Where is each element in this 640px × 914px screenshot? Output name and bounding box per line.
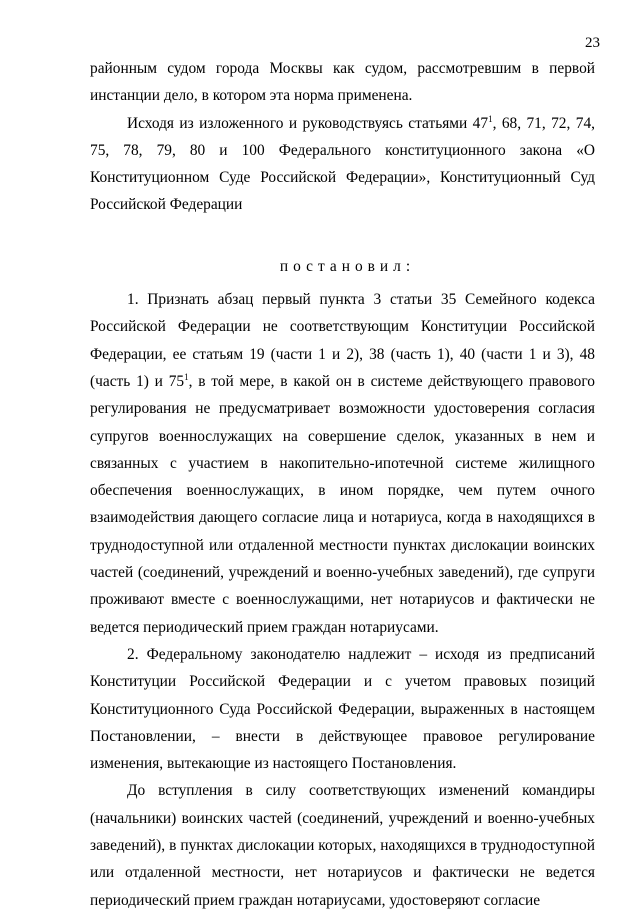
paragraph-item-1-text-start: 1. Признать абзац первый пункта 3 статьи 35 Семейного кодекса Российской Федерации не соответствующим Конституции Российской Федерации, ее статьям 19 (части 1 и 2), 38 (часть 1), 40 (части 1 и 3), 48 (часть 1) и 75 xyxy=(90,291,595,390)
spacer xyxy=(90,219,595,253)
paragraph-basis-text-end: , 68, 71, 72, 74, 75, 78, 79, 80 и 100 Федерального конституционного закона «О Конституционном Суде Российской Федерации», Конституционный Суд Российской Федерации xyxy=(90,114,595,214)
paragraph-transitional: До вступления в силу соответствующих изменений командиры (начальники) воинских частей (соединений, учреждений и военно-учебных заведений), в пунктах дислокации которых, находящихся в труднодоступной или отдаленной местности, нет нотариусов и фактически не ведется периодический прием граждан нотариусами, удостоверяют согласие xyxy=(90,782,595,909)
paragraph-basis-text-start: Исходя из изложенного и руководствуясь статьями 47 xyxy=(127,114,489,132)
document-body xyxy=(90,55,595,914)
paragraph-item-2: 2. Федеральному законодателю надлежит – исходя из предписаний Конституции Российской Федерации и с учетом правовых позиций Конституционного Суда Российской Федерации, выраженных в настоящем Постановлении, – внести в действующее правовое регулирование изменения, вытекающие из настоящего Постановления. xyxy=(90,645,595,773)
paragraph-item-1 xyxy=(90,286,595,641)
paragraph-basis xyxy=(90,110,595,219)
page-number: 23 xyxy=(585,35,600,51)
decree-heading: постановил: xyxy=(279,257,416,275)
paragraph-continuation: районным судом города Москвы как судом, рассмотревшим в первой инстанции дело, в котором эта норма применена. xyxy=(90,60,595,105)
superscript: 1 xyxy=(488,113,493,124)
paragraph-item-1-text-end: , в той мере, в какой он в системе действующего правового регулирования не предусматривает возможности удостоверения согласия супругов военнослужащих на совершение сделок, указанных в нем и связанных с участием в накопительно-ипотечной системе жилищного обеспечения военнослужащих, в ином порядке, чем путем очного взаимодействия дающего согласие лица и нотариуса, когда в находящихся в труднодоступной или отдаленной местности пунктах дислокации воинских частей (соединений, учреждений и военно-учебных заведений), где супруги проживают вместе с военнослужащими, нет нотариусов и фактически не ведется периодический прием граждан нотариусами. xyxy=(90,372,595,636)
superscript: 1 xyxy=(184,371,189,382)
